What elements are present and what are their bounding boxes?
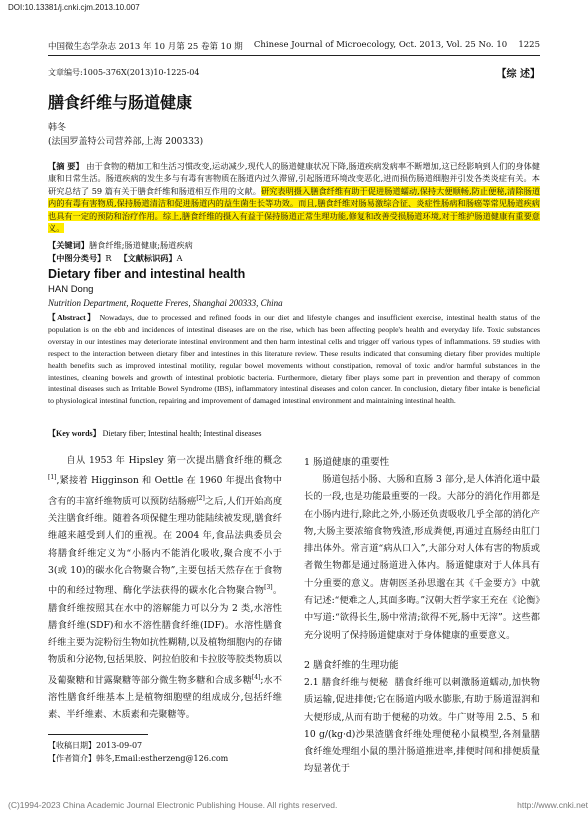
footnote-rule <box>48 734 148 735</box>
section-tag: 【综 述】 <box>496 69 540 80</box>
doi: DOI:10.13381/j.cnki.cjm.2013.10.007 <box>8 3 140 12</box>
page-footer <box>8 800 588 810</box>
title-cn: 膳食纤维与肠道健康 <box>48 93 193 112</box>
journal-en: Chinese Journal of Microecology, Oct. 2013, Vol. 25 No. 10 <box>253 40 508 50</box>
body-text: 之后,人们开始高度关注膳食纤维。随着各项保健生理功能陆续被发现,膳食纤维越来越受到人们的重视。在 2004 年,食品法典委员会将膳食纤维定义为“小肠内不能消化吸收,聚合度不小于 3(或 10)的碳水化合物聚合物”,主要包括天然存在于食物中的和经过物理、酶化学法获得的碳水化合物聚合物 <box>48 495 283 597</box>
citation: [1] <box>48 474 57 482</box>
clc-value: R <box>105 253 112 263</box>
affiliation-cn: (法国罗盖特公司营养部,上海 200333) <box>48 137 204 147</box>
keywords-en-label: 【Key words】 <box>48 429 101 438</box>
keywords-cn-text: 膳食纤维;肠道健康;肠道疾病 <box>88 240 193 250</box>
doc-code-value: A <box>176 253 183 263</box>
classification-cn <box>48 252 540 264</box>
abstract-cn-highlight: 研究表明摄入膳食纤维有助于促进肠道蠕动,保持大便顺畅,防止便秘,清除肠道内的有毒有害物质,保持肠道清洁和促进肠道内的益生菌生长等功效。而且,膳食纤维对肠易激综合征、炎症性肠病和肠癌等常见肠道疾病也具有一定的预防和治疗作用。综上,膳食纤维的摄入有益于保持肠道正常生理功能,修复和改善受损肠道环境,对于维护肠道健康有重要意义。 <box>48 185 541 234</box>
cnki-link[interactable]: http://www.cnki.net <box>517 800 588 810</box>
citation: [4] <box>251 673 261 681</box>
abstract-en-label: 【Abstract】 <box>48 313 97 322</box>
keywords-cn-label: 【关键词】 <box>48 240 89 250</box>
body-text: ;水不溶性膳食纤维基本上是植物细胞壁的组成成分,包括纤维素、半纤维素、木质素和壳聚糖等。 <box>48 674 282 721</box>
journal-cn: 中国微生态学杂志 2013 年 10 月第 25 卷第 10 期 <box>48 42 243 52</box>
article-number: 文章编号:1005-376X(2013)10-1225-04 <box>48 68 200 77</box>
abstract-en <box>48 312 540 407</box>
author-bio: 【作者简介】韩冬,Email:estherzeng@126.com <box>48 754 229 763</box>
abstract-en-text: Nowadays, due to processed and refined foods in our diet and lifestyle changes and insufficient exercise, intestinal health status of the population is on the ebb and incidences of intestinal diseases are on the rise, which has been affecting people's health and everyday life. Toxic substances overstay in our intestines may deteriorate intestinal environment and then harm intestinal cells and trigger off various types of inflammations. 59 studies with respect to the interaction between dietary fiber and intestines in this literature review. These results indicated that consuming dietary fiber provides multiple health benefits such as improved intestinal motility, regular bowel movements without constipation, removal of toxic and/or harmful substances in the intestines, cleaning bowels and growth of intestinal probiotic bacteria. Furthermore, dietary fiber plays some part in prevention and therapy of common intestinal diseases such as Irritable Bowel Syndrome (IBS), inflammatory intestinal diseases and colon cancer. In conclusion, dietary fiber intake is beneficial to physiological intestinal function, repairing and improvement of damaged intestinal environment and maintaining intestinal health. <box>48 313 541 406</box>
keywords-en <box>48 428 262 439</box>
clc-label: 【中图分类号】 <box>48 253 106 263</box>
author-cn: 韩冬 <box>48 123 67 133</box>
header-rule <box>48 55 540 56</box>
section-1-paragraph: 肠道包括小肠、大肠和直肠 3 部分,是人体消化道中最长的一段,也是功能最重要的一段。大部分的消化作用都是在小肠内进行,除此之外,小肠还负责吸收几乎全部的消化产物,大肠主要浓缩食物残渣,形成粪便,再通过直肠经由肛门排出体外。常言道“病从口入”,大部分对人体有害的物质或者微生物都是通过肠道进入体内。肠道健康对于人体具有十分重要的意义。唐朝医圣孙思邈在其《千金要方》中就有记述:“便难之人,其面多晦。”汉朝大哲学家王充在《论衡》中写道:“欲得长生,肠中常清;欲得不死,肠中无滓”。这些都充分说明了保持肠道健康对于身体健康的重要意义。 <box>304 474 540 641</box>
body-left-column <box>48 452 282 724</box>
author-en: HAN Dong <box>48 284 94 295</box>
body-text: 。膳食纤维按照其在水中的溶解能力可以分为 2 类,水溶性膳食纤维(SDF)和水不溶性膳食纤维(IDF)。水溶性膳食纤维主要为淀粉衍生物如抗性糊精,以及植物细胞内的存储物质和分泌物,包括果胶、阿拉伯胶和卡拉胶等胶类物质以及葡聚糖和甘露聚糖等部分微生物多糖和合成多糖 <box>48 585 283 686</box>
running-header <box>48 40 540 52</box>
section-heading-2: 2 膳食纤维的生理功能 <box>304 660 399 671</box>
keywords-cn <box>48 239 540 251</box>
title-en: Dietary fiber and intestinal health <box>48 267 246 281</box>
doc-code-label: 【文献标识码】 <box>119 253 177 263</box>
abstract-cn-text: 由于食物的精加工和生活习惯改变,运动减少,现代人的肠道健康状况下降,肠道疾病发病率不断增加,这已经影响到人们的身体健康和日常生活。肠道疾病的发生多与有毒有害物质在肠道内过久滞留,引起肠道环境改变恶化,进而损伤肠道细胞并引发各类炎症有关。本研究总结了 59 篇有关于膳食纤维和肠道相互作用的文献。 <box>48 161 540 196</box>
body-text: 膳食纤维可以刺激肠道蠕动,加快物质运输,促进排便;它在肠道内吸水膨胀,有助于肠道湿润和大便形成,从而有助于便秘的功效。牛广财等用 2.5、5 和 10 g/(kg·d)沙果渣膳食纤维处理便秘小鼠模型,各剂量膳食纤维处理组小鼠的墨汁肠道推进率,排便时间和排便质量均显著优于 <box>304 677 540 775</box>
subsection-heading-2-1: 2.1 膳食纤维与便秘 <box>304 677 389 688</box>
section-heading-1: 1 肠道健康的重要性 <box>304 457 390 468</box>
body-text: 自从 1953 年 Hipsley 第一次提出膳食纤维的概念 <box>66 455 282 466</box>
keywords-en-text: Dietary fiber; Intestinal health; Intestinal diseases <box>102 429 262 438</box>
received-date: 【收稿日期】2013-09-07 <box>48 741 143 750</box>
section-2-1-paragraph <box>304 674 540 778</box>
body-text: ,紧接着 Higginson 和 Oettle 在 1960 年提出食物中含有的丰富纤维物质可以预防结肠癌 <box>48 475 282 507</box>
copyright: (C)1994-2023 China Academic Journal Electronic Publishing House. All rights reserved. <box>8 800 338 810</box>
citation: [2] <box>196 494 205 502</box>
citation: [3] <box>264 584 273 592</box>
affiliation-en: Nutrition Department, Roquette Freres, Shanghai 200333, China <box>48 298 283 308</box>
page-number: 1225 <box>518 40 540 50</box>
abstract-cn <box>48 160 540 234</box>
abstract-cn-label: 【摘 要】 <box>48 161 84 171</box>
